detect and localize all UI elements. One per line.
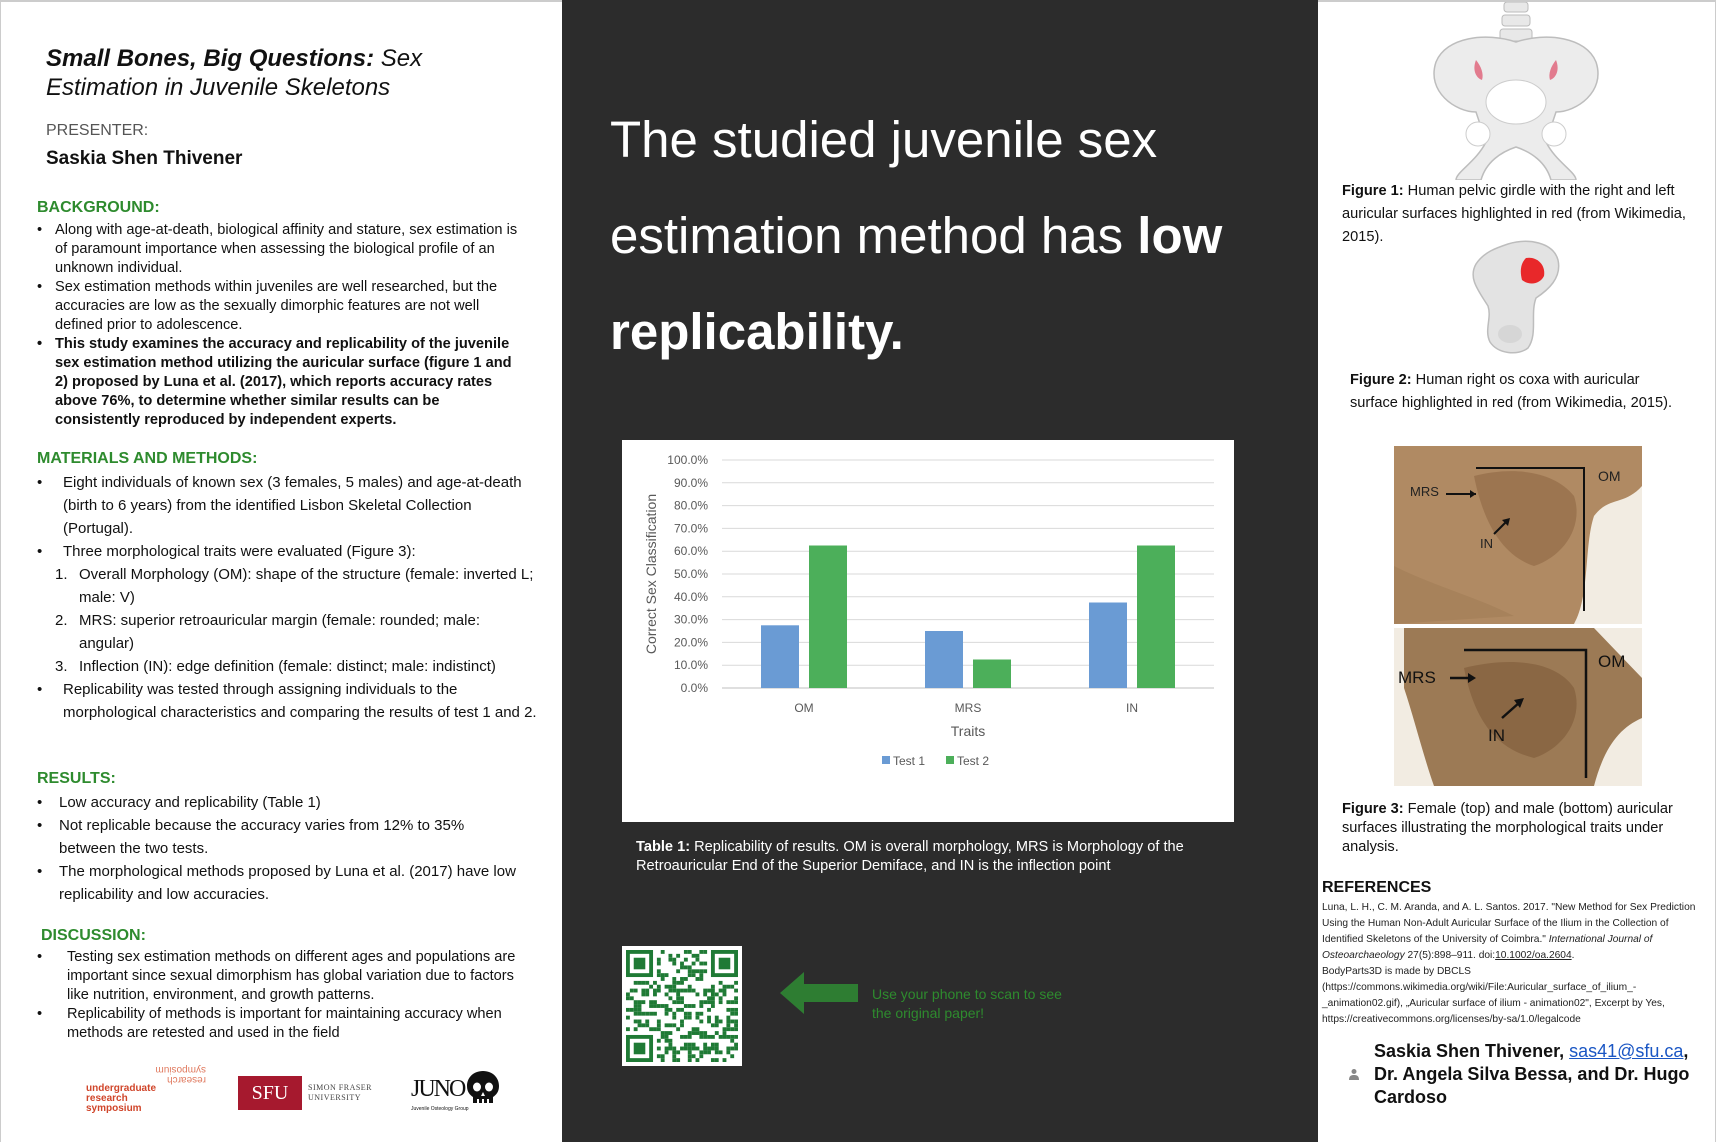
references-text: Luna, L. H., C. M. Aranda, and A. L. Santos. 2017. "New Method for Sex Prediction Using the Human Non-Adult Auricular Surface of the Ilium in the Collection of Identified Skeletons of the University of Coimbra." International Journal of Osteoarchaeology 27(5):898–911. doi:10.1002/oa.2604. BodyParts3D is made by DBCLS (https://commons.wikimedia.org/wiki/File:Auricular_surface_of_ilium_-_animation02.gif), „Auricular surface of ilium - animation02", Excerpt by Yes, https://creativecommons.org/licenses/by-sa/1.0/legalcode [1322,902,1696,1025]
list-item: • Testing sex estimation methods on different ages and populations are important since sexual dimorphism has global variation due to factors like nutrition, environment, and growth patterns. [37,948,527,1005]
presenter-name: Saskia Shen Thivener [46,148,243,169]
om-label: OM [1598,468,1621,484]
title-bold: Small Bones, Big Questions: [46,45,375,72]
bar-test-2-in [1137,546,1175,689]
y-tick-label: 0.0% [680,681,708,695]
list-item: • Low accuracy and replicability (Table 1) [37,791,517,814]
methods-list [37,471,537,724]
male-auricular-photo [1394,628,1642,786]
pelvic-girdle-image [1416,2,1616,180]
list-item: • This study examines the accuracy and replicability of the juvenile sex estimation method utilizing the auricular surface (figure 1 and 2) proposed by Luna et al. (2017), which reports accuracy rates above 76%, to determine whether similar results can be consistently reproduced by independent experts. [37,335,527,430]
left-panel [0,0,562,1142]
replicability-chart [622,440,1234,822]
list-item: • The morphological methods proposed by Luna et al. (2017) have low replicability and low accuracies. [37,860,517,906]
presenter-label: PRESENTER: [46,122,149,139]
bar-test-1-in [1089,603,1127,689]
poster-title [46,44,526,102]
y-tick-label: 100.0% [667,453,708,467]
in-label: IN [1480,536,1493,551]
x-tick-label: IN [1126,701,1138,715]
list-item: • Replicability was tested through assigning individuals to the morphological characteristics and comparing the results of test 1 and 2. [37,678,537,724]
female-auricular-photo [1394,446,1642,624]
y-axis-title: Correct Sex Classification [643,493,659,655]
right-panel [1318,0,1716,1142]
y-tick-label: 90.0% [673,475,708,490]
qr-instruction: Use your phone to scan to see the original paper! [872,986,1062,1021]
bar-test-2-mrs [973,660,1011,689]
results-list [37,791,517,906]
middle-panel [562,0,1318,1142]
os-coxa-image [1448,238,1578,356]
person-icon [1348,1068,1360,1080]
references-heading: REFERENCES [1322,879,1432,896]
list-item: • Three morphological traits were evaluated (Figure 3): [37,540,537,563]
y-tick-label: 40.0% [673,589,708,604]
background-list [37,221,527,430]
mrs-label: MRS [1398,668,1436,687]
y-tick-label: 30.0% [673,612,708,627]
discussion-list [37,948,527,1043]
list-item: • Replicability of methods is important for maintaining accuracy when methods are retested and used in the field [37,1005,527,1043]
figure2-caption: Figure 2: Human right os coxa with auricular surface highlighted in red (from Wikimedia, 2015). [1350,372,1673,411]
list-item: 3. Inflection (IN): edge definition (female: distinct; male: indistinct) [55,658,496,675]
left-arrow-icon [780,972,858,1014]
legend-swatch [882,756,890,764]
om-label: OM [1598,652,1626,671]
usr-logo: symposium research undergraduate research symposium [86,1064,206,1114]
doi-link[interactable]: 10.1002/oa.2604 [1495,950,1572,961]
list-item: • Eight individuals of known sex (3 females, 5 males) and age-at-death (birth to 6 years) from the identified Lisbon Skeletal Collection (Portugal). [37,471,537,540]
y-tick-label: 20.0% [673,635,708,650]
y-tick-label: 50.0% [673,567,708,581]
headline-bold: low replicability. [610,207,1223,360]
authors: Saskia Shen Thivener, sas41@sfu.ca, Dr. Angela Silva Bessa, and Dr. Hugo Cardoso [1374,1041,1690,1107]
qr-code[interactable] [622,946,742,1066]
headline-plain: The studied juvenile sex estimation method has [610,111,1158,264]
legend-swatch [946,756,954,764]
table-caption: Table 1: Replicability of results. OM is overall morphology, MRS is Morphology of the Retroauricular End of the Superior Demiface, and IN is the inflection point [636,839,1184,874]
background-heading: BACKGROUND: [37,199,160,216]
list-item: • Along with age-at-death, biological affinity and stature, sex estimation is of paramount importance when assessing the biological profile of an unknown individual. [37,221,527,278]
list-item: • Not replicable because the accuracy varies from 12% to 35% between the two tests. [37,814,517,860]
in-label: IN [1488,726,1505,745]
x-tick-label: OM [794,701,814,715]
headline [610,92,1290,380]
bar-test-1-mrs [925,631,963,688]
methods-heading: MATERIALS AND METHODS: [37,450,258,467]
mrs-label: MRS [1410,484,1439,499]
results-heading: RESULTS: [37,770,116,787]
y-tick-label: 80.0% [673,498,708,513]
list-item: 2. MRS: superior retroauricular margin (female: rounded; male: angular) [55,612,480,652]
y-tick-label: 70.0% [673,521,708,536]
juno-logo: JUNO Juvenile Osteology Group [411,1068,521,1116]
logos [86,1064,526,1118]
x-axis-title: Traits [950,723,986,739]
discussion-heading: DISCUSSION: [41,927,146,944]
email-link[interactable]: sas41@sfu.ca [1569,1041,1684,1061]
chart-svg [622,440,1234,822]
title-rest: Sex Estimation in Juvenile Skeletons [46,45,423,101]
list-item: • Sex estimation methods within juveniles are well researched, but the accuracies are low as the sexually dimorphic features are not well defined prior to adolescence. [37,278,527,335]
qr-code-icon [626,950,738,1062]
y-tick-label: 60.0% [673,544,708,559]
legend-label: Test 2 [957,754,990,768]
legend-label: Test 1 [893,754,926,768]
figure1-caption: Figure 1: Human pelvic girdle with the right and left auricular surfaces highlighted in red (from Wikimedia, 2015). [1342,183,1686,245]
figure3-caption: Figure 3: Female (top) and male (bottom) auricular surfaces illustrating the morphological traits under analysis. [1342,801,1673,855]
list-item: 1. Overall Morphology (OM): shape of the structure (female: inverted L; male: V) [55,566,534,606]
y-tick-label: 10.0% [673,658,708,673]
bar-test-2-om [809,546,847,689]
bar-test-1-om [761,625,799,688]
skull-icon [466,1070,500,1106]
x-tick-label: MRS [954,701,982,715]
sfu-logo: SFU SIMON FRASER UNIVERSITY [238,1076,372,1110]
